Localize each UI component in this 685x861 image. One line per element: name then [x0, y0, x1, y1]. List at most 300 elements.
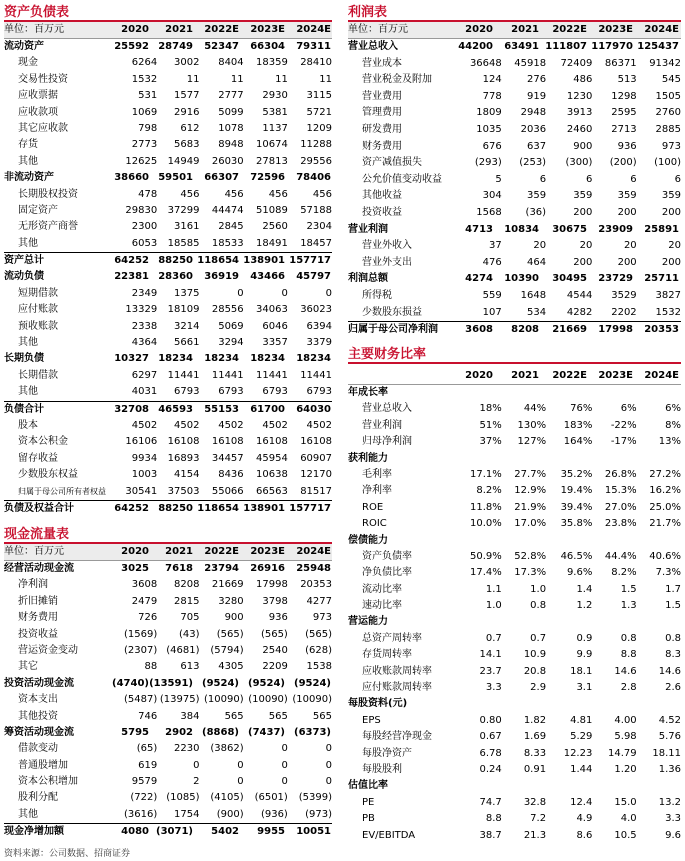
row-value: 2349 — [131, 287, 158, 299]
row-value: 478 — [138, 188, 158, 200]
row-value: 37503 — [167, 485, 200, 497]
table-row — [4, 137, 332, 153]
row-value: 0 — [325, 743, 332, 755]
row-value: 45797 — [296, 271, 331, 283]
row-value: 4502 — [218, 419, 244, 431]
row-value: 0 — [193, 759, 200, 771]
row-value: 118654 — [197, 255, 239, 267]
income-statement-body — [348, 39, 681, 339]
row-value: 619 — [138, 759, 158, 771]
row-value: 46.5% — [560, 550, 593, 562]
row-value: 1.69 — [523, 731, 547, 743]
row-value: 10638 — [256, 469, 288, 481]
row-value: 456 — [312, 188, 332, 200]
row-value: (5399) — [298, 792, 332, 804]
row-value: 43466 — [250, 271, 285, 283]
row-value: (13975) — [159, 694, 200, 706]
row-value: 3280 — [218, 595, 244, 607]
table-row — [348, 729, 681, 745]
row-value: 4.00 — [614, 714, 637, 726]
table-row — [4, 319, 332, 335]
row-label: 其它应收款 — [18, 122, 68, 134]
cash-flow-panel — [4, 526, 332, 841]
row-label: 归属于母公司所有者权益 — [18, 486, 106, 496]
row-value: (565) — [305, 628, 332, 640]
row-value: 1069 — [131, 106, 158, 118]
row-value: (3862) — [210, 743, 244, 755]
row-value: 88 — [144, 661, 158, 673]
row-value: 2916 — [174, 106, 200, 118]
table-row — [4, 758, 332, 774]
row-value: 2479 — [131, 595, 158, 607]
row-label: 总资产周转率 — [362, 632, 422, 644]
row-value: 3529 — [611, 289, 637, 301]
row-value: 3115 — [306, 90, 332, 102]
row-value: 2304 — [306, 221, 332, 233]
row-value: 2540 — [262, 644, 288, 656]
row-value: 2209 — [262, 661, 288, 673]
row-value: 14.6 — [614, 665, 637, 677]
row-label: 现金 — [18, 57, 38, 69]
row-value: 45954 — [256, 452, 288, 464]
row-value: 8.2% — [611, 567, 637, 579]
row-value: 4282 — [566, 306, 593, 318]
row-value: (253) — [519, 157, 547, 169]
row-label: 营业总收入 — [348, 41, 398, 52]
row-value: 6046 — [262, 320, 288, 332]
row-value: 200 — [661, 206, 681, 218]
row-value: 9.9 — [576, 649, 593, 661]
row-value: 486 — [573, 74, 593, 86]
row-value: 17.1% — [469, 468, 502, 480]
row-value: 26030 — [211, 155, 244, 167]
row-value: 17998 — [598, 324, 633, 336]
row-value: 17.3% — [514, 567, 547, 579]
col-header: 2024E — [644, 24, 679, 35]
unit-label — [348, 368, 451, 384]
row-value: 55066 — [211, 485, 244, 497]
row-value: 88250 — [158, 255, 193, 267]
row-value: 27813 — [256, 155, 288, 167]
row-value: (10090) — [248, 694, 288, 706]
row-value: 1298 — [611, 90, 637, 102]
row-value: 6297 — [131, 369, 158, 381]
row-value: 11.8% — [469, 501, 502, 513]
row-label: 固定资产 — [18, 204, 58, 216]
table-row — [348, 271, 681, 288]
table-row — [4, 384, 332, 400]
row-value — [539, 778, 587, 794]
row-value: 2902 — [165, 726, 193, 738]
row-value: (6373) — [294, 726, 331, 738]
row-value: 17.0% — [514, 518, 547, 530]
row-value: (300) — [565, 157, 593, 169]
row-value: 4502 — [174, 419, 200, 431]
table-row — [4, 203, 332, 219]
table-row — [348, 664, 681, 680]
row-value: 21669 — [211, 579, 244, 591]
row-value: 66563 — [256, 485, 288, 497]
row-value: 3357 — [262, 337, 288, 349]
row-label: ROE — [362, 501, 384, 513]
table-row — [4, 610, 332, 626]
row-value: 20 — [533, 240, 547, 252]
table-row — [348, 238, 681, 255]
row-label: 应付账款周转率 — [362, 682, 432, 694]
row-value: 66307 — [204, 172, 239, 184]
row-value: (900) — [216, 808, 244, 820]
row-value: 86371 — [604, 57, 637, 69]
row-value: 38660 — [114, 172, 149, 184]
row-value — [493, 451, 539, 467]
col-header: 2022E — [204, 24, 239, 35]
row-label: 存货周转率 — [362, 649, 412, 661]
row-value: 127% — [517, 436, 547, 448]
table-row — [348, 467, 681, 483]
row-value: 9934 — [131, 452, 158, 464]
table-row — [4, 401, 332, 418]
row-value: 1754 — [174, 808, 200, 820]
row-value: 32.8 — [523, 796, 547, 808]
table-row — [348, 72, 681, 89]
table-row — [348, 89, 681, 106]
row-value: 130% — [517, 419, 547, 431]
row-label: 营业外收入 — [362, 240, 412, 252]
row-value: 10834 — [504, 223, 539, 235]
row-label: 获利能力 — [348, 452, 388, 464]
row-label: 营业税金及附加 — [362, 74, 432, 86]
row-value: 1.5 — [620, 583, 637, 595]
row-value: 20 — [579, 240, 593, 252]
table-row — [4, 741, 332, 757]
col-header: 2020 — [121, 24, 149, 35]
row-value: 2595 — [611, 107, 637, 119]
table-row — [4, 659, 332, 675]
row-value: (565) — [216, 628, 244, 640]
row-value: 117970 — [591, 41, 633, 52]
row-value: 9955 — [257, 826, 285, 838]
row-value: 72596 — [250, 172, 285, 184]
row-value: 0.7 — [485, 632, 502, 644]
row-value: 513 — [617, 74, 637, 86]
row-value: 25.0% — [649, 501, 681, 513]
table-row — [4, 790, 332, 806]
row-value: (43) — [178, 628, 200, 640]
row-value: (6501) — [254, 792, 288, 804]
row-value: 8948 — [218, 139, 244, 151]
row-label: 应收账款周转率 — [362, 665, 432, 677]
row-label: 应收票据 — [18, 90, 58, 102]
row-value: 124 — [482, 74, 502, 86]
row-value: 28556 — [211, 304, 244, 316]
row-label: 借款变动 — [18, 743, 58, 755]
col-header: 2023E — [598, 370, 633, 381]
row-value: 37% — [479, 436, 502, 448]
row-value: 2777 — [218, 90, 244, 102]
row-value: 57188 — [300, 204, 332, 216]
table-row — [4, 627, 332, 643]
row-value: 7.3% — [655, 567, 681, 579]
row-value: 613 — [180, 661, 200, 673]
row-value: 20 — [623, 240, 637, 252]
row-value: 6394 — [306, 320, 332, 332]
unit-label: 单位：百万元 — [4, 24, 64, 35]
row-value: 565 — [224, 710, 244, 722]
row-value: 534 — [526, 306, 547, 318]
row-label: 长期负债 — [4, 353, 44, 365]
row-value — [587, 533, 633, 549]
row-label: EPS — [362, 714, 381, 726]
row-value: 44% — [523, 403, 547, 415]
row-value: 2773 — [131, 139, 158, 151]
table-row — [348, 155, 681, 172]
row-value — [633, 696, 679, 712]
row-value: 5795 — [121, 726, 149, 738]
row-value: 34457 — [211, 452, 244, 464]
row-value — [539, 451, 587, 467]
table-row — [4, 39, 332, 55]
row-value: 0 — [281, 743, 288, 755]
row-value: 1.20 — [614, 763, 637, 775]
row-value — [633, 614, 679, 630]
table-row — [4, 774, 332, 790]
row-value: 125437 — [637, 41, 679, 52]
row-value: 26.8% — [604, 468, 637, 480]
row-value: 30541 — [125, 485, 158, 497]
table-row — [4, 236, 332, 252]
row-label: 净利润 — [18, 579, 48, 591]
row-value: 8.6 — [576, 829, 593, 841]
row-value: 5683 — [174, 139, 200, 151]
row-value: 18234 — [296, 353, 331, 365]
table-row — [4, 351, 332, 367]
cash-flow-header — [4, 544, 332, 561]
row-value: 27.2% — [649, 468, 681, 480]
row-value: 2560 — [262, 221, 288, 233]
row-value: 15.3% — [604, 485, 637, 497]
row-value: 6793 — [262, 386, 288, 398]
row-value: 18.11 — [652, 747, 681, 759]
row-value: 4.9 — [576, 813, 593, 825]
row-value: 9.6% — [566, 567, 593, 579]
row-value: 6793 — [306, 386, 332, 398]
row-value: 23.8% — [604, 518, 637, 530]
col-header: 2020 — [121, 546, 149, 557]
table-row — [4, 154, 332, 170]
row-label: 营业成本 — [362, 57, 402, 69]
row-value: 2.9 — [530, 682, 547, 694]
row-value: 746 — [138, 710, 158, 722]
row-value: 0 — [325, 759, 332, 771]
ratios-title: 主要财务比率 — [348, 346, 681, 364]
row-value: 6793 — [174, 386, 200, 398]
row-value: 29556 — [300, 155, 332, 167]
row-value: 456 — [268, 188, 288, 200]
row-value: 8436 — [218, 469, 244, 481]
row-value: 12.4 — [570, 796, 593, 808]
row-value: 1648 — [520, 289, 547, 301]
table-row — [4, 55, 332, 71]
row-label: 流动资产 — [4, 41, 44, 52]
row-value: 12.9% — [514, 485, 547, 497]
row-value: 5402 — [211, 826, 239, 838]
row-value: 0 — [281, 776, 288, 788]
table-row — [4, 88, 332, 104]
row-label: 资本支出 — [18, 694, 58, 706]
row-value: 1035 — [476, 123, 502, 135]
col-header: 2020 — [465, 370, 493, 381]
row-value: 4031 — [131, 386, 158, 398]
row-value — [633, 385, 679, 401]
table-row — [348, 172, 681, 189]
row-value: 5069 — [218, 320, 244, 332]
row-value: (9524) — [248, 677, 285, 689]
row-value: 16108 — [256, 436, 288, 448]
row-value: 19.4% — [560, 485, 593, 497]
balance-sheet-header — [4, 22, 332, 39]
row-value: 72409 — [560, 57, 593, 69]
row-value: 4502 — [131, 419, 158, 431]
row-value: 16108 — [211, 436, 244, 448]
row-value: 10674 — [256, 139, 288, 151]
row-value: 61700 — [250, 403, 285, 415]
row-value: (9524) — [202, 677, 239, 689]
row-value: 0.24 — [479, 763, 502, 775]
row-value: 81517 — [300, 485, 332, 497]
row-value: 0.67 — [479, 731, 502, 743]
row-value: 16106 — [125, 436, 158, 448]
row-label: 营业费用 — [362, 90, 402, 102]
row-value: 778 — [482, 90, 502, 102]
row-value: 18109 — [167, 304, 200, 316]
row-value: 0 — [281, 759, 288, 771]
table-row — [4, 451, 332, 467]
col-header: 2023E — [598, 24, 633, 35]
row-value: 6 — [630, 173, 637, 185]
row-value: 2.6 — [665, 682, 681, 694]
row-value: 34063 — [256, 304, 288, 316]
table-row — [348, 680, 681, 696]
row-value: -22% — [610, 419, 637, 431]
row-value: 2948 — [520, 107, 547, 119]
row-value: 5.76 — [658, 731, 681, 743]
table-row — [348, 647, 681, 663]
row-value: 559 — [482, 289, 502, 301]
row-label: 投资活动现金流 — [4, 677, 74, 689]
row-label: 毛利率 — [362, 468, 392, 480]
unit-label: 单位：百万元 — [4, 546, 64, 557]
row-value: 359 — [573, 190, 593, 202]
row-value: 565 — [268, 710, 288, 722]
row-value — [451, 385, 493, 401]
table-row — [4, 335, 332, 351]
row-label: 普通股增加 — [18, 759, 68, 771]
row-value — [539, 696, 587, 712]
row-value: 1809 — [476, 107, 502, 119]
row-value: 900 — [224, 612, 244, 624]
row-value: 2036 — [520, 123, 547, 135]
row-label: 应付账款 — [18, 304, 58, 316]
row-value — [587, 696, 633, 712]
table-row — [4, 643, 332, 659]
row-value: 35.8% — [560, 518, 593, 530]
row-label: 财务费用 — [362, 140, 402, 152]
row-value: 5099 — [218, 106, 244, 118]
row-value — [493, 614, 539, 630]
row-value: (4105) — [210, 792, 244, 804]
row-value: 4502 — [306, 419, 332, 431]
row-label: 其他 — [18, 808, 38, 820]
row-value — [539, 533, 587, 549]
row-value: 900 — [573, 140, 593, 152]
row-value: (293) — [474, 157, 502, 169]
row-value: (65) — [136, 743, 158, 755]
row-value: 1.5 — [665, 600, 681, 612]
income-statement-header — [348, 22, 681, 39]
row-value: 10.5 — [614, 829, 637, 841]
row-value: 183% — [563, 419, 593, 431]
row-value: 3.3 — [485, 682, 502, 694]
row-value: 21.9% — [514, 501, 547, 513]
row-value: 8.2% — [476, 485, 502, 497]
row-value: 1.0 — [485, 600, 502, 612]
row-value: 28749 — [158, 41, 193, 52]
row-value: 1538 — [306, 661, 332, 673]
row-value: 51% — [479, 419, 502, 431]
row-value: 637 — [526, 140, 547, 152]
row-value: 64252 — [114, 255, 149, 267]
row-value: 2202 — [611, 306, 637, 318]
row-value: 1577 — [174, 90, 200, 102]
row-value: 7618 — [165, 563, 193, 574]
table-row — [348, 533, 681, 549]
row-value: 18234 — [250, 353, 285, 365]
table-row — [348, 762, 681, 778]
table-row — [348, 39, 681, 56]
row-label: 管理费用 — [362, 107, 402, 119]
table-row — [4, 467, 332, 483]
row-label: 利润总额 — [348, 273, 388, 285]
row-value: 21.3 — [523, 829, 547, 841]
row-value: 2815 — [174, 595, 200, 607]
col-header: 2021 — [165, 546, 193, 557]
row-value: 10.9 — [523, 649, 547, 661]
row-value: 39.4% — [560, 501, 593, 513]
row-value: 91342 — [649, 57, 681, 69]
table-row — [4, 368, 332, 384]
row-value: 88250 — [158, 502, 193, 514]
balance-sheet-body — [4, 39, 332, 517]
row-value: (722) — [130, 792, 158, 804]
row-value: 276 — [526, 74, 547, 86]
row-value: 78406 — [296, 172, 331, 184]
row-value: 11 — [230, 73, 244, 85]
row-value: (1569) — [123, 628, 158, 640]
row-value: 2338 — [131, 320, 158, 332]
table-row — [348, 139, 681, 156]
row-value: 74.7 — [479, 796, 502, 808]
cash-flow-title: 现金流量表 — [4, 526, 332, 544]
row-value: 4.0 — [620, 813, 637, 825]
row-label: 存货 — [18, 139, 38, 151]
row-value: 1532 — [131, 73, 158, 85]
row-value — [493, 385, 539, 401]
row-value — [451, 614, 493, 630]
row-value: 1.1 — [485, 583, 502, 595]
row-value: 23.7 — [479, 665, 502, 677]
table-row — [4, 500, 332, 517]
row-label: 流动负债 — [4, 271, 44, 283]
